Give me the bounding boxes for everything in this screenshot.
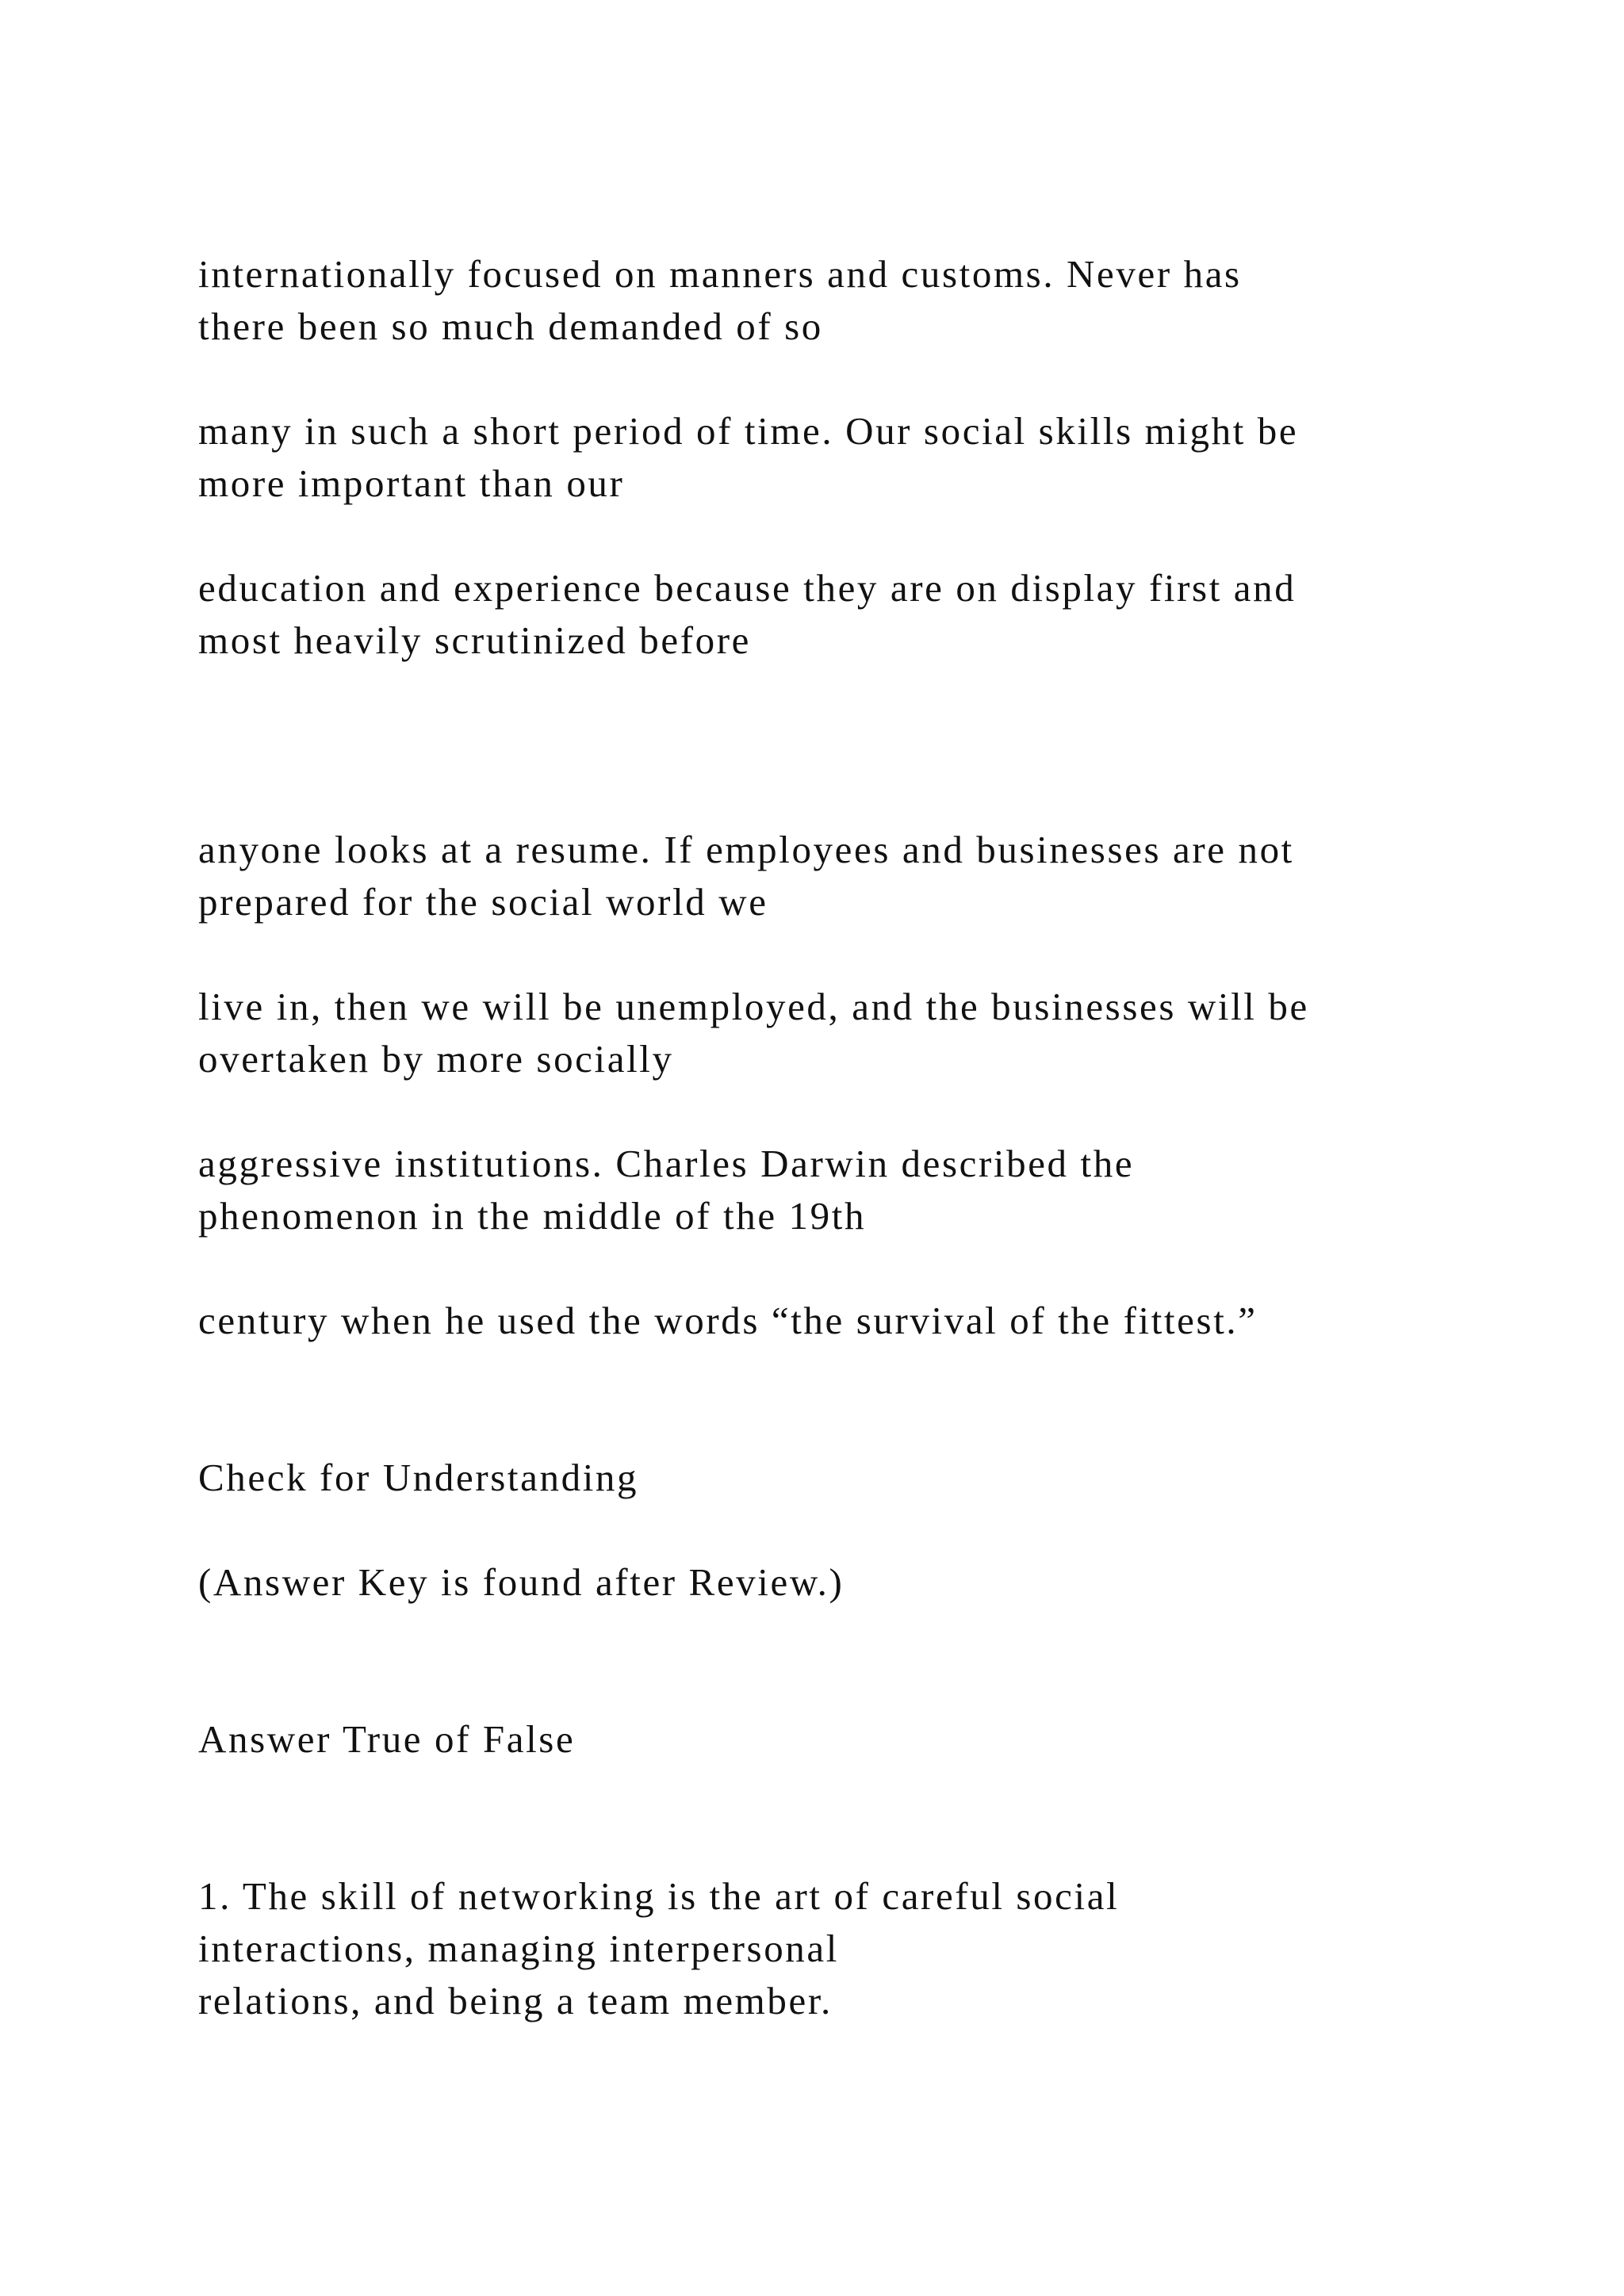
paragraph-7-line-1: century when he used the words “the survival of the fittest.” [198, 1299, 1258, 1342]
paragraph-1-line-1: internationally focused on manners and customs. Never has [198, 252, 1242, 296]
section-heading: Check for Understanding [198, 1456, 639, 1499]
paragraph-5-line-2: overtaken by more socially [198, 1037, 674, 1081]
paragraph-4-line-1: anyone looks at a resume. If employees and businesses are not [198, 828, 1294, 871]
paragraph-2-line-1: many in such a short period of time. Our social skills might be [198, 409, 1299, 453]
question-1-line-1: 1. The skill of networking is the art of careful social [198, 1874, 1120, 1918]
instruction-text: Answer True of False [198, 1717, 576, 1761]
paragraph-1-line-2: there been so much demanded of so [198, 304, 823, 348]
paragraph-3-line-2: most heavily scrutinized before [198, 618, 751, 662]
paragraph-6-line-2: phenomenon in the middle of the 19th [198, 1194, 867, 1238]
paragraph-3-line-1: education and experience because they are on display first and [198, 566, 1297, 610]
paragraph-5-line-1: live in, then we will be unemployed, and the businesses will be [198, 985, 1309, 1028]
paragraph-6-line-1: aggressive institutions. Charles Darwin described the [198, 1142, 1135, 1185]
paragraph-2-line-2: more important than our [198, 461, 625, 505]
answer-key-note: (Answer Key is found after Review.) [198, 1560, 845, 1604]
question-1-line-2: interactions, managing interpersonal [198, 1927, 839, 1970]
paragraph-4-line-2: prepared for the social world we [198, 880, 768, 924]
question-1-line-3: relations, and being a team member. [198, 1979, 833, 2022]
